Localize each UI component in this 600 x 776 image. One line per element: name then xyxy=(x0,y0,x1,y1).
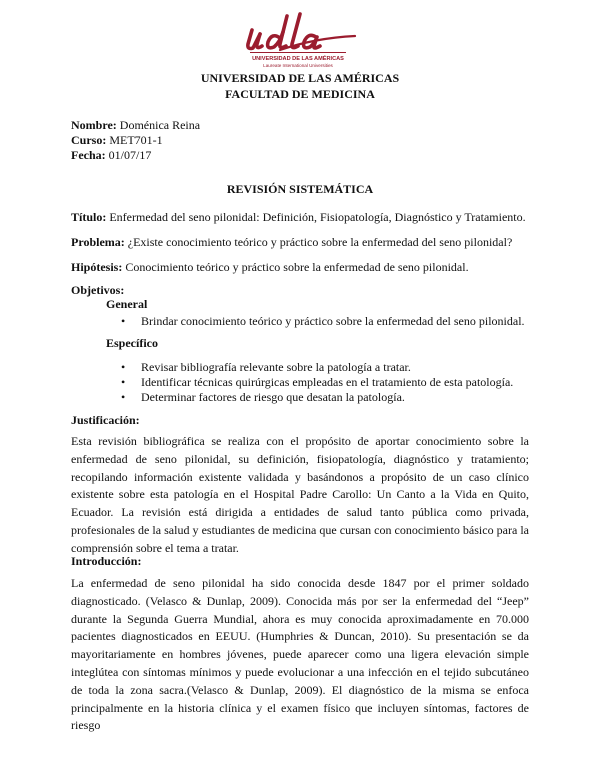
date-label: Fecha: xyxy=(71,148,106,162)
problem-value: ¿Existe conocimiento teórico y práctico sobre la enfermedad del seno pilonidal? xyxy=(127,235,513,249)
course-value: MET701-1 xyxy=(109,133,163,147)
title-label: Título: xyxy=(71,210,107,224)
logo-line2: Laureate International Universities xyxy=(263,63,333,68)
bullet-icon: • xyxy=(121,360,126,374)
date-value: 01/07/17 xyxy=(108,148,152,162)
specific-heading: Específico xyxy=(106,336,158,350)
hypothesis-label: Hipótesis: xyxy=(71,260,123,274)
bullet-icon: • xyxy=(121,390,126,404)
name-value: Doménica Reina xyxy=(119,118,201,132)
objectives-heading: Objetivos: xyxy=(71,283,125,297)
introduction-heading: Introducción: xyxy=(71,554,142,568)
document-title: REVISIÓN SISTEMÁTICA xyxy=(226,182,374,196)
justification-paragraph: Esta revisión bibliográfica se realiza con el propósito de aportar conocimiento sobre la enfermedad de seno pilonidal, su definición, fisiopatología, diagnóstico y tratamiento; recopilando información existente validada y basándonos a propósito de un caso clínico existente sobre esta patología en el Hospital Padre Carollo: Un Canto a la Vida en Quito, Ecuador. La revisión está dirigida a entidades de salud tanto pública como privada, profesionales de la salud y estudiantes de medicina que cursan con conocimiento básico para la comprensión sobre el tema a tratar. xyxy=(71,434,529,555)
udla-logo xyxy=(240,10,370,72)
introduction-paragraph: La enfermedad de seno pilonidal ha sido conocida desde 1847 por el primer soldado diagnosticado. (Velasco & Dunlap, 2009). Conocida más por ser la enfermedad del “Jeep” durante la Segunda Guerra Mundial, ahora es muy conocida aproximadamente en 70.000 pacientes diagnosticados en EEUU. (Humphries & Duncan, 2010). Su presentación se da mayoritariamente en hombres jóvenes, puede aparecer como una ligera elevación simple integlútea con síntomas mínimos y puede evolucionar a una infección en el tejido subcutáneo de toda la zona sacra.(Velasco & Dunlap, 2009). El diagnóstico de la misma se enfoca principalmente en la historia clínica y el examen físico que incluyen síntomas, factores de riesgo xyxy=(71,576,529,733)
general-heading: General xyxy=(106,297,148,311)
problem-label: Problema: xyxy=(71,235,125,249)
name-line xyxy=(71,118,200,133)
university-name: UNIVERSIDAD DE LAS AMÉRICAS xyxy=(200,71,400,85)
bullet-icon: • xyxy=(121,314,126,328)
document-page: UNIVERSIDAD DE LAS AMÉRICAS Laureate International Universities UNIVERSIDAD DE LAS AMÉRICAS FACULTAD DE MEDICINA Nombre: Doménica Reina Curso: MET701-1 Fecha: 01/07/17 REVISIÓN SISTEMÁTICA Título: Enfermedad del seno pilonidal: Definición, Fisiopatología, Diagnóstico y Tratamiento. Problema: ¿Existe conocimiento teórico y práctico sobre la enfermedad del seno pilonidal? Hipótesis: Conocimiento teórico y práctico sobre la enfermedad de seno pilonidal. Objetivos: General • Brindar conocimiento teórico y práctico sobre la enfermedad del seno pilonidal. Específico • Revisar bibliografía relevante sobre la patología a tratar. • Identificar técnicas quirúrgicas empleadas en el tratamiento de esta patología. • Determinar factores de riesgo que desatan la patología. Justificación: Esta revisión bibliográfica se realiza con el propósito de aportar conocimiento sobre la enfermedad de seno pilonidal, su definición, fisiopatología, diagnóstico y tratamiento; recopilando información existente validada y basándonos a propósito de un caso clínico existente sobre esta patología en el Hospital Padre Carollo: Un Canto a la Vida en Quito, Ecuador. La revisión está dirigida a entidades de salud tanto pública como privada, profesionales de la salud y estudiantes de medicina que cursan con conocimiento básico para la comprensión sobre el tema a tratar. Introducción: La enfermedad de seno pilonidal ha sido conocida desde 1847 por el primer soldado diagnosticado. (Velasco & Dunlap, 2009). Conocida más por ser la enfermedad del “Jeep” durante la Segunda Guerra Mundial, ahora es muy conocida aproximadamente en 70.000 pacientes diagnosticados en EEUU. (Humphries & Duncan, 2010). Su presentación se da mayoritariamente en hombres jóvenes, puede aparecer como una ligera elevación simple integlútea con síntomas mínimos y puede evolucionar a una infección en el tejido subcutáneo de toda la zona sacra.(Velasco & Dunlap, 2009). El diagnóstico de la misma se enfoca principalmente en la historia clínica y el examen físico que incluyen síntomas, factores de riesgo xyxy=(0,0,600,776)
faculty-name: FACULTAD DE MEDICINA xyxy=(225,87,375,101)
hypothesis-line xyxy=(71,260,469,275)
bullet-icon: • xyxy=(121,375,126,389)
udla-wordmark-icon xyxy=(248,14,355,50)
date-line xyxy=(71,148,151,163)
course-label: Curso: xyxy=(71,133,107,147)
hypothesis-value: Conocimiento teórico y práctico sobre la enfermedad de seno pilonidal. xyxy=(125,260,469,274)
justification-heading: Justificación: xyxy=(71,413,140,427)
name-label: Nombre: xyxy=(71,118,117,132)
problem-line xyxy=(71,235,512,250)
title-value: Enfermedad del seno pilonidal: Definición, Fisiopatología, Diagnóstico y Tratamiento. xyxy=(109,210,526,224)
title-line xyxy=(71,210,526,225)
logo-line1: UNIVERSIDAD DE LAS AMÉRICAS xyxy=(252,56,344,62)
course-line xyxy=(71,133,163,148)
